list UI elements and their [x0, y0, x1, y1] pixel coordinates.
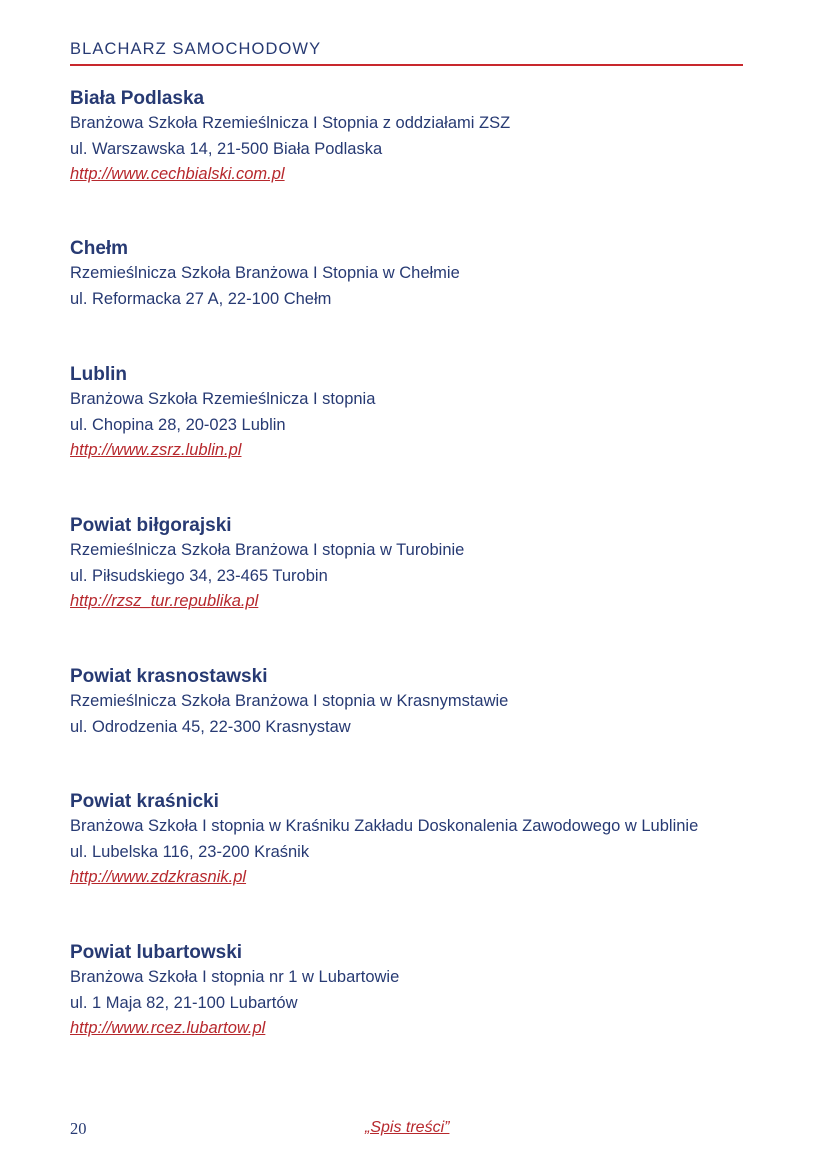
school-entry [70, 513, 770, 664]
school-list [70, 86, 770, 1042]
school-website-link[interactable]: http://www.rcez.lubartow.pl [70, 1019, 266, 1037]
school-entry [70, 789, 770, 940]
school-address: ul. Lubelska 116, 23-200 Kraśnik [70, 842, 310, 861]
school-name: Branżowa Szkoła Rzemieślnicza I Stopnia z oddziałami ZSZ [70, 114, 511, 132]
region-name: Chełm [70, 238, 129, 259]
section-title: BLACHARZ SAMOCHODOWY [70, 40, 322, 58]
school-website-link[interactable]: http://rzsz_tur.republika.pl [70, 592, 259, 610]
school-name: Rzemieślnicza Szkoła Branżowa I stopnia w Turobinie [70, 541, 465, 559]
school-entry [70, 664, 770, 789]
school-name: Rzemieślnicza Szkoła Branżowa I Stopnia w Chełmie [70, 264, 460, 282]
region-name: Powiat krasnostawski [70, 666, 268, 687]
school-name: Branżowa Szkoła Rzemieślnicza I stopnia [70, 390, 376, 408]
page-number: 20 [70, 1119, 87, 1138]
region-name: Powiat biłgorajski [70, 515, 232, 536]
region-name: Powiat kraśnicki [70, 791, 219, 812]
school-address: ul. 1 Maja 82, 21-100 Lubartów [70, 993, 298, 1012]
school-entry [70, 362, 770, 513]
school-address: ul. Odrodzenia 45, 22-300 Krasnystaw [70, 717, 351, 736]
school-address: ul. Chopina 28, 20-023 Lublin [70, 415, 286, 434]
school-address: ul. Piłsudskiego 34, 23-465 Turobin [70, 566, 328, 585]
school-entry [70, 940, 770, 1042]
school-name: Branżowa Szkoła I stopnia nr 1 w Lubartowie [70, 968, 400, 986]
school-address: ul. Reformacka 27 A, 22-100 Chełm [70, 289, 332, 308]
school-website-link[interactable]: http://www.cechbialski.com.pl [70, 165, 285, 183]
region-name: Lublin [70, 364, 127, 385]
header-divider [70, 64, 743, 66]
page-header [70, 38, 743, 66]
table-of-contents-link[interactable]: „Spis treści” [365, 1119, 450, 1136]
school-entry [70, 236, 770, 362]
school-name: Rzemieślnicza Szkoła Branżowa I stopnia w Krasnymstawie [70, 692, 509, 710]
school-website-link[interactable]: http://www.zsrz.lublin.pl [70, 441, 242, 459]
school-entry [70, 86, 770, 236]
region-name: Powiat lubartowski [70, 942, 243, 963]
school-website-link[interactable]: http://www.zdzkrasnik.pl [70, 868, 247, 886]
school-address: ul. Warszawska 14, 21-500 Biała Podlaska [70, 139, 383, 158]
region-name: Biała Podlaska [70, 88, 205, 109]
school-name: Branżowa Szkoła I stopnia w Kraśniku Zakładu Doskonalenia Zawodowego w Lublinie [70, 817, 699, 835]
